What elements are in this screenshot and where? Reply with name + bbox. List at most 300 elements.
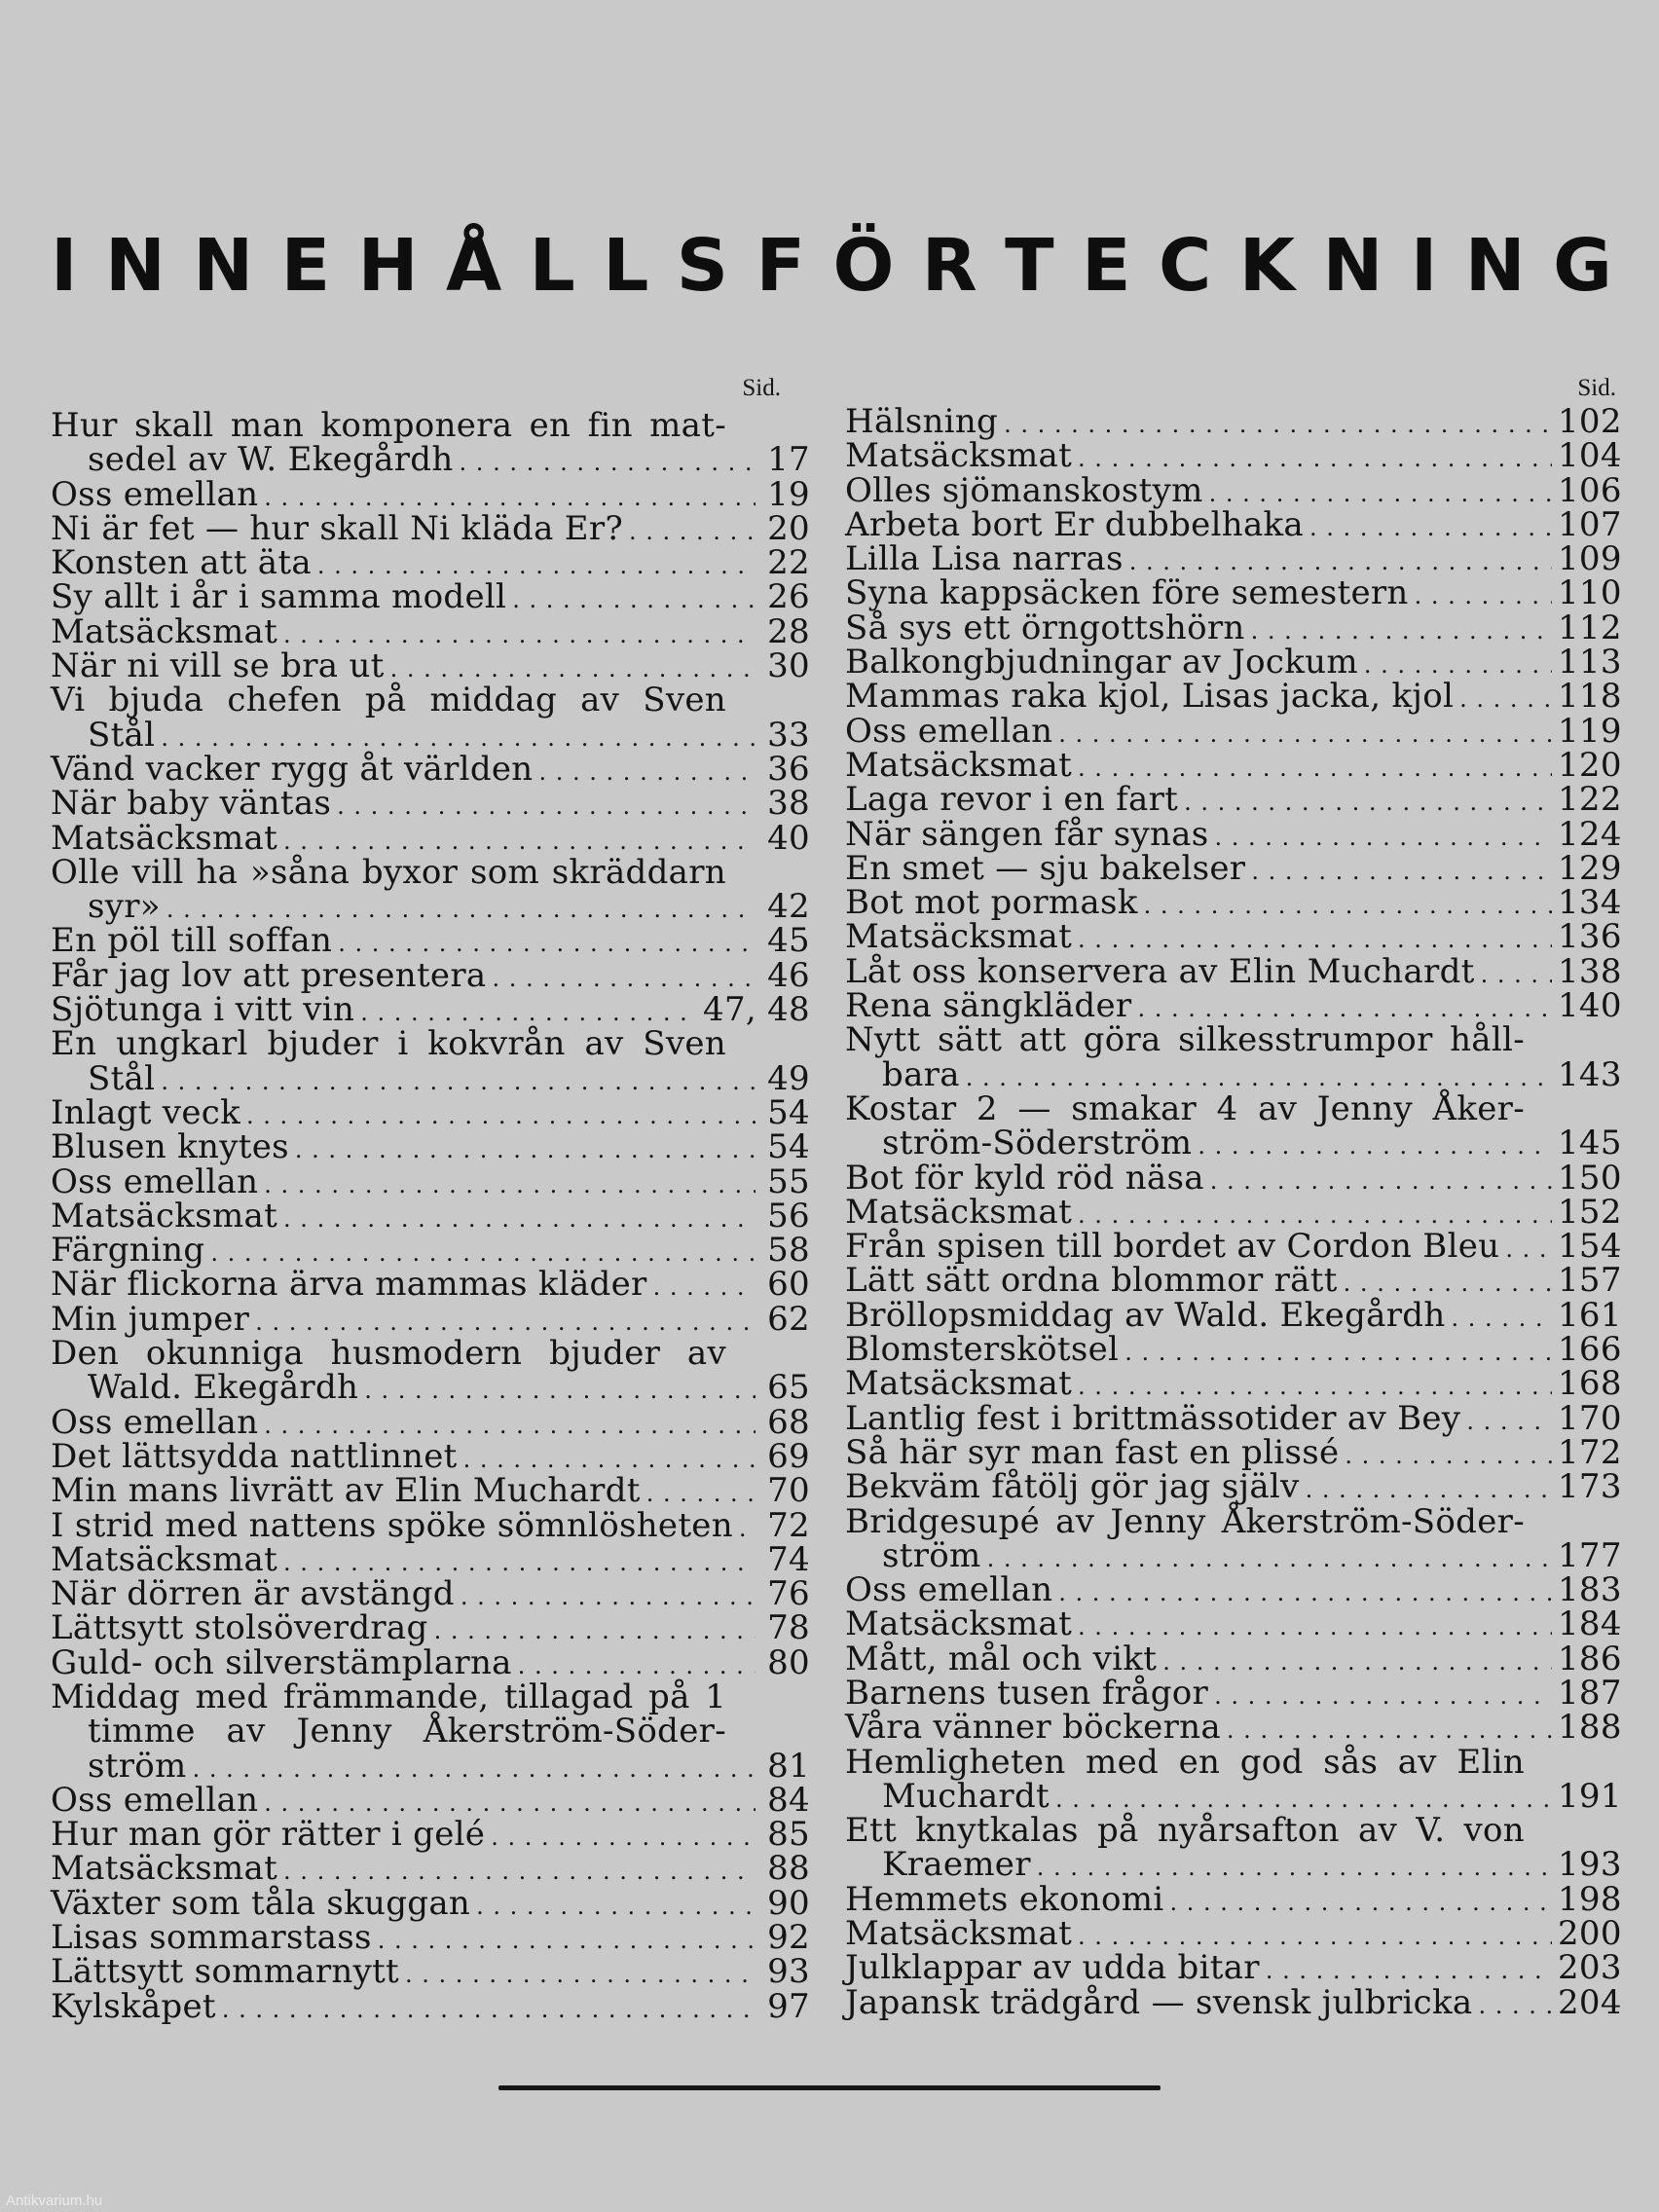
title-letter: T [1005,224,1054,308]
dot-leader [337,787,756,824]
toc-entry-line [51,577,810,617]
toc-entry-line [51,508,810,548]
toc-entry [51,508,810,548]
toc-entry-line [51,990,810,1030]
toc-entry-line [845,780,1622,820]
toc-entry [51,1471,810,1511]
toc-entry-title: En pöl till soffan [51,921,333,961]
toc-entry [51,1780,810,1820]
toc-entry [845,1742,1622,1816]
toc-entry-page: 102 [1558,402,1622,441]
toc-entry-page: 81 [767,1746,810,1786]
toc-entry-page: 92 [767,1918,810,1958]
toc-entry-page: 30 [767,646,810,686]
toc-entry [51,1677,810,1786]
toc-entry-page: 68 [767,1402,810,1442]
toc-entry-title: Lilla Lisa narras [845,539,1124,579]
toc-entry-line [51,1677,810,1716]
toc-entry [51,1815,810,1855]
toc-entry [845,780,1622,820]
toc-entry [51,1127,810,1167]
toc-entry-page: 168 [1558,1364,1622,1404]
dot-leader [1210,1161,1552,1198]
toc-entry [845,1982,1622,2022]
toc-entry-page: 42 [767,887,810,927]
toc-entry-line [845,504,1622,544]
toc-entry-line [845,1604,1622,1644]
toc-entry [845,1088,1622,1163]
toc-entry-page: 107 [1558,504,1622,544]
dot-leader [1004,405,1552,442]
title-letter: S [676,224,729,308]
toc-entry-line [51,1471,810,1511]
toc-entry-line [845,1054,1622,1094]
toc-entry-title: timme av Jenny Åkerström-Söder- [88,1712,726,1751]
toc-entry-page: 113 [1558,643,1622,682]
toc-entry-line [845,1742,1618,1782]
toc-entry [51,1986,810,2026]
toc-entry-line [51,1714,810,1749]
toc-entry-page: 80 [767,1642,810,1682]
toc-entry-line [845,1020,1618,1060]
toc-entry-title: Guld- och silverstämplarna [51,1642,512,1682]
toc-entry [51,921,810,961]
toc-entry-title: Matsäcksmat [845,1192,1073,1232]
title-letter: N [1322,224,1383,308]
dot-leader [1466,1402,1552,1439]
toc-entry-line [845,573,1622,613]
toc-entry-line [845,677,1622,717]
toc-entry-line [51,1334,810,1374]
toc-entry-line [845,1639,1622,1678]
toc-entry [845,1879,1622,1919]
title-letter: I [1410,224,1438,308]
toc-entry-line [845,1124,1622,1163]
toc-entry-title: Min jumper [51,1299,250,1339]
toc-entry [51,1608,810,1648]
toc-entry [51,1299,810,1339]
toc-entry-line [51,1196,810,1235]
toc-entry [845,951,1622,991]
toc-entry-page: 186 [1558,1639,1622,1678]
toc-entry-title: Rena sängkläder [845,986,1132,1026]
toc-entry-title: Hemligheten med en god sås av Elin [845,1742,1525,1782]
toc-entry [845,573,1622,613]
toc-entry-page: 90 [767,1883,810,1923]
toc-entry-line [845,470,1622,510]
toc-entry-line [845,1192,1622,1232]
toc-entry-title: Olle vill ha »såna byxor som skräddarn [51,852,726,892]
toc-entry-page: 203 [1558,1948,1622,1988]
toc-entry [845,1261,1622,1301]
dot-leader [283,1199,756,1236]
dot-leader [512,580,756,617]
toc-entry-page: 129 [1558,848,1622,888]
toc-entry-line [845,1088,1618,1128]
dot-leader [1124,1333,1552,1370]
toc-entry-page: 88 [767,1849,810,1889]
toc-entry-title: Oss emellan [51,1780,259,1820]
toc-entry-line [51,1436,810,1476]
toc-entry-page: 20 [767,508,810,548]
toc-entry-line [51,1058,810,1098]
toc-entry-title: Växter som tåla skuggan [51,1883,471,1923]
toc-entry [51,955,810,995]
toc-entry-title: Olles sjömanskostym [845,470,1203,510]
toc-entry-title: Stål [88,1058,156,1098]
toc-entry-page: 45 [767,921,810,961]
toc-entry-line [845,986,1622,1026]
title-letter: E [1082,224,1131,308]
dot-leader [476,1887,756,1924]
toc-entry-title: Blusen knytes [51,1127,289,1167]
dot-leader [1505,1230,1552,1267]
toc-entry-line [845,1535,1622,1575]
toc-entry-page: 93 [767,1952,810,1992]
toc-entry [845,1330,1622,1370]
toc-entry-page: 188 [1558,1708,1622,1748]
toc-entry [51,1574,810,1614]
toc-entry-page: 109 [1558,539,1622,579]
toc-entry-line [51,1952,810,1992]
toc-entry-page: 56 [767,1196,810,1235]
toc-entry-page: 143 [1558,1054,1622,1094]
toc-entry-line [51,887,810,927]
toc-entry [845,539,1622,579]
toc-entry-title: bara [882,1054,960,1094]
toc-entry-line [845,1708,1622,1748]
dot-leader [364,1371,756,1408]
toc-entry-title: När dörren är avstängd [51,1574,455,1614]
toc-entry-page: 60 [767,1265,810,1305]
toc-entry-title: Matsäcksmat [845,1914,1073,1954]
toc-entry-line [51,1368,810,1408]
toc-entry [51,1539,810,1579]
toc-entry [845,1708,1622,1748]
toc-entry [51,1231,810,1271]
toc-entry-line [845,1673,1622,1713]
toc-entry-title: När flickorna ärva mammas kläder [51,1265,647,1305]
toc-entry-line [51,749,810,789]
toc-entry-page: 183 [1558,1570,1622,1610]
toc-entry-title: Lisas sommarstass [51,1918,372,1958]
toc-entry [51,784,810,824]
toc-entry-line [51,1815,810,1855]
toc-entry [51,577,810,617]
toc-entry-page: 26 [767,577,810,617]
toc-entry-title: Matsäcksmat [845,1364,1073,1404]
toc-entry-title: Balkongbjudningar av Jockum [845,643,1358,682]
toc-entry-page: 145 [1558,1124,1622,1163]
dot-leader [1184,783,1552,820]
toc-entry-line [845,1432,1622,1472]
toc-entry-page: 19 [767,474,810,514]
toc-entry [845,711,1622,751]
toc-entry-line [845,643,1622,682]
toc-entry-line [845,917,1622,957]
toc-entry-title: När baby väntas [51,784,332,824]
toc-entry-page: 161 [1558,1295,1622,1335]
title-letter: N [1464,224,1526,308]
toc-entry-title: Blomsterskötsel [845,1330,1120,1370]
dot-leader [1214,818,1552,855]
toc-entry-page: 72 [767,1505,810,1545]
toc-entry-line [845,1570,1622,1610]
dot-leader [461,1577,756,1614]
title-letter: N [193,224,254,308]
toc-entry-title: Oss emellan [51,474,259,514]
toc-entry-title: I strid med nattens spöke sömnlösheten [51,1505,733,1545]
toc-entry-line [51,1918,810,1958]
toc-entry-line [845,1364,1622,1404]
toc-entry-title: Ni är fet — hur skall Ni kläda Er? [51,508,624,548]
toc-entry-title: Bekväm fåtölj gör jag själv [845,1467,1300,1507]
dot-leader [405,1955,756,1992]
toc-entry-title: Låt oss konservera av Elin Muchardt [845,951,1475,991]
toc-entry-title: Hur man gör rätter i gelé [51,1815,486,1855]
toc-entry [845,1158,1622,1198]
toc-entry-title: Ett knytkalas på nyårsafton av V. von [845,1811,1525,1851]
dot-leader [653,1268,756,1305]
toc-entry-page: 55 [767,1161,810,1201]
toc-entry-line [845,883,1622,923]
toc-entry-line [51,1402,810,1442]
toc-entry-title: Kraemer [882,1845,1031,1885]
toc-entry [845,1673,1622,1713]
toc-entry-title: Så här syr man fast en plissé [845,1432,1340,1472]
toc-entry [845,1467,1622,1507]
toc-entry-title: Lättsytt sommarnytt [51,1952,400,1992]
dot-leader [1214,1677,1552,1714]
dot-leader [539,753,756,790]
toc-entry-page: 187 [1558,1673,1622,1713]
toc-entry-page: 28 [767,611,810,651]
toc-entry-title: Den okunniga husmodern bjuder av [51,1334,726,1374]
toc-entry-page: 97 [767,1986,810,2026]
toc-entry-title: Lantlig fest i brittmässotider av Bey [845,1398,1461,1438]
toc-entry-title: Bridgesupé av Jenny Åkerström-Söder- [845,1501,1525,1541]
toc-entry-page: 119 [1558,711,1622,751]
toc-entry [845,1570,1622,1610]
toc-entry [845,917,1622,957]
toc-entry [845,1364,1622,1404]
toc-entry-title: Konsten att äta [51,543,312,583]
toc-entry-line [845,1158,1622,1198]
toc-entry-title: Sjötunga i vitt vin [51,990,355,1030]
toc-entry-title: Middag med främmande, tillagad på 1 [51,1677,726,1716]
toc-entry-title: Från spisen till bordet av Cordon Bleu [845,1227,1500,1267]
toc-entry-page: 84 [767,1780,810,1820]
toc-entry-line [51,543,810,583]
toc-entry-page: 140 [1558,986,1622,1026]
toc-entry-page: 173 [1558,1467,1622,1507]
toc-entry-title: Lätt sätt ordna blommor rätt [845,1261,1338,1301]
toc-entry [51,474,810,514]
toc-entry-title: En ungkarl bjuder i kokvrån av Sven [51,1024,726,1064]
dot-leader [460,443,756,480]
toc-entry-line [51,1746,810,1786]
toc-entry-line [51,715,810,755]
dot-leader [491,1818,756,1855]
toc-entry [51,406,810,480]
toc-entry [51,1505,810,1545]
toc-entry-title: Wald. Ekegårdh [88,1368,359,1408]
title-letter: K [1238,224,1296,308]
toc-entry-title: Matsäcksmat [845,745,1073,785]
toc-entry-title: Arbeta bort Er dubbelhaka [845,504,1304,544]
toc-entry-page: 38 [767,784,810,824]
toc-entry [845,1604,1622,1644]
toc-entry [51,1436,810,1476]
dot-leader [987,1539,1552,1576]
toc-entry [845,745,1622,785]
toc-entry-title: Oss emellan [51,1402,259,1442]
toc-entry-page: 170 [1558,1398,1622,1438]
toc-entry [845,1432,1622,1472]
toc-entry [845,1398,1622,1438]
toc-entry-line [51,1780,810,1820]
toc-entry-line [51,1642,810,1682]
toc-entry-page: 106 [1558,470,1622,510]
toc-entry-title: Bot mot pormask [845,883,1138,923]
toc-entry-title: En smet — sju bakelser [845,848,1246,888]
toc-entry [51,852,810,927]
toc-entry [51,1883,810,1923]
toc-entry [845,986,1622,1026]
dot-leader [629,512,756,549]
toc-entry-page: 191 [1558,1776,1622,1816]
toc-entry [51,1402,810,1442]
toc-entry [51,683,810,753]
toc-entry-title: ström-Söderström [882,1124,1193,1163]
toc-entry-title: Muchardt [882,1776,1051,1816]
toc-entry [51,611,810,651]
toc-entry-title: Matsäcksmat [51,611,278,651]
toc-entry [845,1811,1622,1885]
dot-leader [1169,1883,1552,1920]
toc-entry [845,1020,1622,1094]
toc-entry-page: 120 [1558,745,1622,785]
toc-entry-page: 122 [1558,780,1622,820]
toc-entry [845,883,1622,923]
toc-entry-line [51,1574,810,1614]
dot-leader [1309,508,1552,545]
toc-entry-title: Mammas raka kjol, Lisas jacka, kjol [845,677,1455,717]
toc-entry-title: Bröllopsmiddag av Wald. Ekegårdh [845,1295,1446,1335]
toc-entry-title: Så sys ett örngottshörn [845,608,1245,647]
toc-entry-line [845,1914,1622,1954]
dot-leader [1144,886,1552,923]
toc-entry [51,1092,810,1132]
toc-entry-line [845,1845,1622,1885]
toc-entry-line [845,848,1622,888]
toc-entry [845,1295,1622,1335]
toc-entry-page: 76 [767,1574,810,1614]
toc-entry-title: Barnens tusen frågor [845,1673,1209,1713]
toc-entry-title: Kylskåpet [51,1986,216,2026]
toc-entry-title: Inlagt veck [51,1092,240,1132]
watermark: Antikvarium.hu [6,2193,103,2209]
dot-leader [1415,576,1552,613]
toc-entry [845,1914,1622,1954]
toc-entry-title: När sängen får synas [845,814,1209,854]
toc-entry-page: 166 [1558,1330,1622,1370]
toc-entry-page: 69 [767,1436,810,1476]
toc-entry-title: Matsäcksmat [845,436,1073,476]
toc-entry-line [51,1299,810,1339]
toc-entry-page: 184 [1558,1604,1622,1644]
toc-entry-line [845,1811,1618,1851]
dot-leader [1251,852,1552,889]
toc-entry-page: 62 [767,1299,810,1339]
title-letter: G [1553,224,1612,308]
toc-entry-page: 136 [1558,917,1622,957]
toc-entry-title: Det lättsydda nattlinnet [51,1436,458,1476]
toc-entry [845,402,1622,441]
toc-entry-page: 157 [1558,1261,1622,1301]
toc-entry-page: 193 [1558,1845,1622,1885]
toc-entry-page: 33 [767,715,810,755]
dot-leader [1058,715,1552,752]
toc-entry-page: 36 [767,749,810,789]
toc-entry-line [51,1986,810,2026]
toc-entry [51,990,810,1030]
toc-entry-line [845,1879,1622,1919]
dot-leader [246,1096,756,1133]
toc-entry-title: Vi bjuda chefen på middag av Sven [51,681,726,720]
toc-entry-line [845,711,1622,751]
dot-leader [1198,1126,1552,1163]
toc-entry-title: Får jag lov att presentera [51,955,487,995]
toc-entry-line [845,1227,1622,1267]
toc-entry-page: 85 [767,1815,810,1855]
toc-entry-title: Laga revor i en fart [845,780,1179,820]
toc-entry-title: Mått, mål och vikt [845,1639,1158,1678]
toc-entry-line [845,539,1622,579]
toc-entry [845,1639,1622,1678]
title-letter: L [603,224,649,308]
toc-entry [51,1196,810,1235]
dot-leader [1162,1642,1552,1679]
dot-leader [264,1165,756,1202]
toc-entry-line [51,818,810,858]
toc-entry-page: 70 [767,1471,810,1511]
toc-entry-title: Matsäcksmat [51,1849,278,1889]
toc-entry [845,814,1622,854]
toc-entry-title: Oss emellan [845,1570,1053,1610]
toc-entry [845,677,1622,717]
toc-entry-page: 65 [767,1368,810,1408]
toc-entry-title: När ni vill se bra ut [51,646,385,686]
page-column-header: Sid. [1577,375,1616,401]
toc-entry-page: 17 [767,440,810,480]
toc-entry-line [51,1505,810,1545]
toc-entry [845,643,1622,682]
toc-list-left [51,406,810,2026]
toc-entry-line [845,1330,1622,1370]
toc-entry-title: Julklappar av udda bitar [845,1948,1260,1988]
toc-entry [845,470,1622,510]
toc-entry-line [51,1024,810,1064]
toc-entry-line [51,1608,810,1648]
toc-entry-page: 150 [1558,1158,1622,1198]
toc-entry [845,608,1622,647]
toc-entry-title: Min mans livrätt av Elin Muchardt [51,1471,641,1511]
dot-leader [1452,1299,1552,1336]
toc-entry-title: Stål [88,715,156,755]
dot-leader [295,1130,756,1167]
toc-entry [51,646,810,686]
